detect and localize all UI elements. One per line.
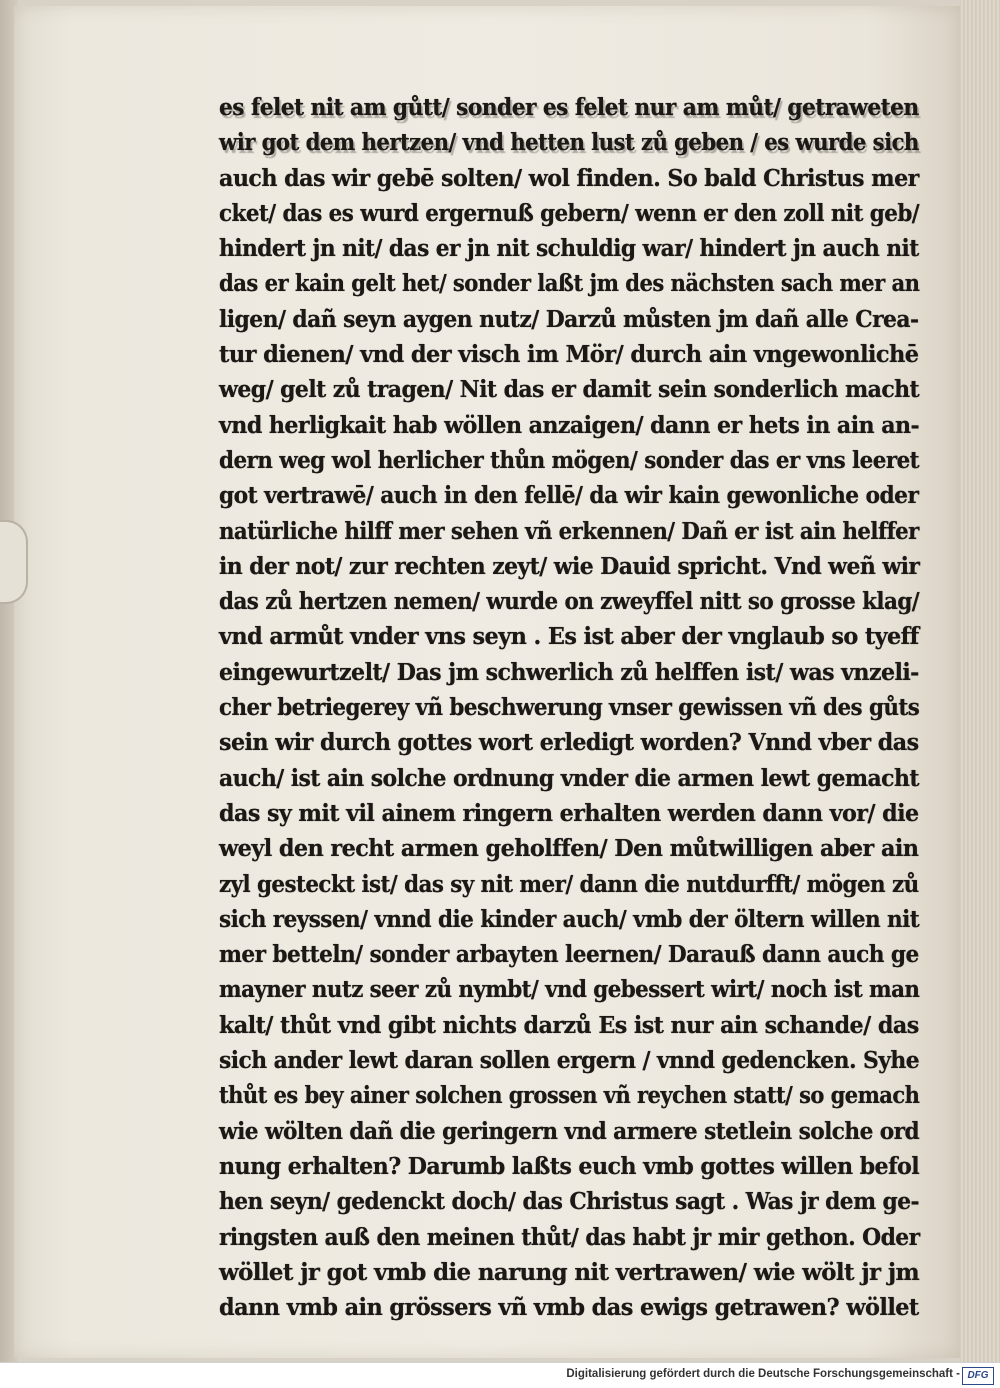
text-line: sich reyssen/ vnnd die kinder auch/ vmb der öltern willen nit	[219, 905, 920, 933]
text-line: dann vmb ain grössers vñ vmb das ewigs getrawen? wöllet	[219, 1294, 919, 1322]
text-line: hindert jn nit/ das er jn nit schuldig war/ hindert jn auch nit	[219, 235, 919, 263]
text-line: das zů hertzen nemen/ wurde on zweyffel nitt so grosse klag/	[219, 588, 920, 616]
text-line: ringsten auß den meinen thůt/ das habt jr mir gethon. Oder	[219, 1223, 920, 1251]
text-line: tur dienen/ vnd der visch im Mör/ durch ain vngewonlichē	[219, 341, 919, 369]
book-page-edges	[960, 0, 1000, 1362]
text-line: natürliche hilff mer sehen vñ erkennen/ Dañ er ist ain helffer	[219, 517, 919, 545]
text-line: in der not/ zur rechten zeyt/ wie Dauid spricht. Vnd weñ wir	[219, 552, 920, 580]
text-line: ligen/ dañ seyn aygen nutz/ Darzů můsten jm dañ alle Crea-	[219, 305, 919, 333]
text-line: auch/ ist ain solche ordnung vnder die armen lewt gemacht	[219, 764, 919, 792]
text-line: wir got dem hertzen/ vnd hetten lust zů geben / es wurde sich	[219, 129, 919, 157]
text-line: vnd armůt vnder vns seyn . Es ist aber der vnglaub so tyeff	[219, 623, 919, 651]
text-line: wie wölten dañ die geringern vnd armere stetlein solche ord	[219, 1117, 920, 1145]
text-line: dern weg wol herlicher thůn mögen/ sonder das er vns leeret	[219, 446, 920, 474]
text-line: thůt es bey ainer solchen grossen vñ reychen statt/ so gemach	[219, 1082, 920, 1110]
text-line: zyl gesteckt ist/ das sy nit mer/ dann die nutdurfft/ mögen zů	[219, 870, 919, 898]
text-line: auch das wir gebē solten/ wol finden. So bald Christus mer	[219, 164, 919, 192]
text-line: es felet nit am gůtt/ sonder es felet nur am můt/ getraweten	[219, 94, 919, 121]
text-line: got vertrawē/ auch in den fellē/ da wir kain gewonliche oder	[219, 482, 919, 510]
text-line: sein wir durch gottes wort erledigt worden? Vnnd vber das	[219, 729, 919, 757]
text-line: vnd herligkait hab wöllen anzaigen/ dann er hets in ain an-	[219, 411, 920, 439]
text-line: das er kain gelt het/ sonder laßt jm des nächsten sach mer an	[219, 270, 920, 298]
text-line: weyl den recht armen geholffen/ Den můtwilligen aber ain	[219, 835, 919, 863]
book-page	[14, 6, 962, 1358]
text-line: nung erhalten? Darumb laßts euch vmb gottes willen befol	[219, 1152, 920, 1180]
text-line: mayner nutz seer zů nymbt/ vnd gebessert wirt/ noch ist man	[219, 976, 920, 1004]
text-line: hen seyn/ gedenckt doch/ das Christus sagt . Was jr dem ge-	[219, 1188, 919, 1216]
text-line: eingewurtzelt/ Das jm schwerlich zů helffen ist/ was vnzeli-	[219, 658, 919, 686]
text-line: sich ander lewt daran sollen ergern / vnnd gedencken. Syhe	[219, 1047, 920, 1075]
text-line: cket/ das es wurd ergernuß gebern/ wenn er den zoll nit geb/	[219, 199, 920, 227]
text-line: kalt/ thůt vnd gibt nichts darzů Es ist nur ain schande/ das	[219, 1011, 919, 1039]
footer-bar	[0, 1362, 1000, 1388]
page-text-block	[219, 90, 919, 1325]
funding-credit: Digitalisierung gefördert durch die Deutsche Forschungsgemeinschaft -	[566, 1368, 960, 1380]
text-line: weg/ gelt zů tragen/ Nit das er damit sein sonderlich macht	[219, 376, 920, 404]
text-line: mer betteln/ sonder arbayten leernen/ Darauß dann auch ge	[219, 941, 919, 969]
text-line: cher betriegerey vñ beschwerung vnser gewissen vñ des gůts	[219, 694, 920, 722]
dfg-logo: DFG	[962, 1367, 994, 1385]
text-line: das sy mit vil ainem ringern erhalten werden dann vor/ die	[219, 799, 919, 827]
text-line: wöllet jr got vmb die narung nit vertrawen/ wie wölt jr jm	[219, 1258, 920, 1286]
page-clip-tab	[0, 520, 28, 604]
